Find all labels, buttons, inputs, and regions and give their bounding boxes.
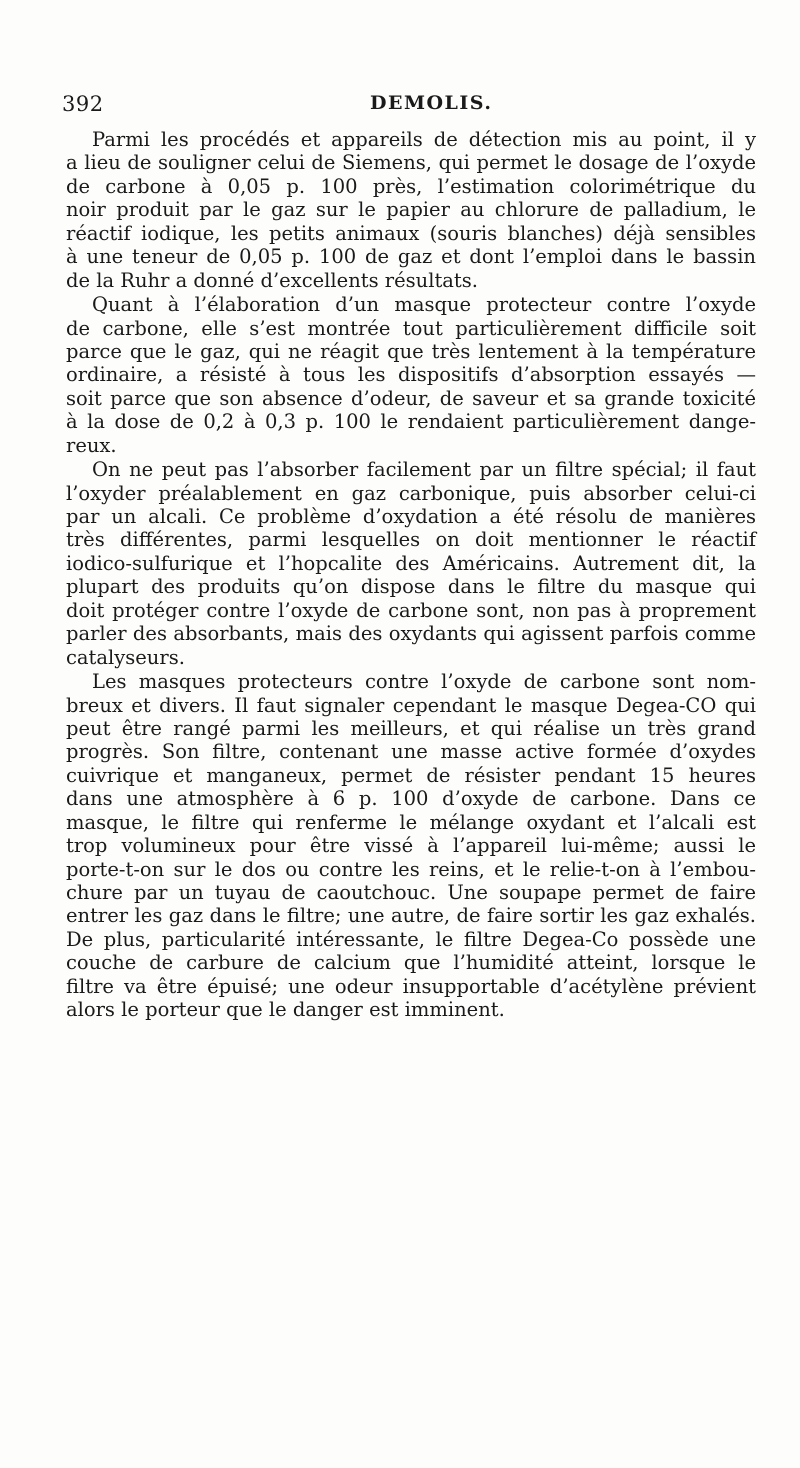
text-line: masque, le filtre qui renferme le mélange oxydant et l’alcali est <box>66 810 756 834</box>
text-line: Parmi les procédés et appareils de détection mis au point, il y <box>92 128 756 151</box>
text-line: On ne peut pas l’absorber facilement par un filtre spécial; il faut <box>92 458 756 482</box>
text-line: parce que le gaz, qui ne réagit que très lentement à la température <box>66 339 756 363</box>
text-line: alors le porteur que le danger est imminent. <box>66 998 505 1022</box>
text-line: parler des absorbants, mais des oxydants qui agissent parfois comme <box>66 622 756 646</box>
text-line: peut être rangé parmi les meilleurs, et qui réalise un très grand <box>66 716 756 740</box>
text-line: trop volumineux pour être vissé à l’appareil lui-même; aussi le <box>66 834 756 858</box>
text-line: de la Ruhr a donné d’excellents résultats. <box>66 268 478 292</box>
text-line: réactif iodique, les petits animaux (souris blanches) déjà sensibles <box>66 221 756 245</box>
page-number: 392 <box>62 92 104 116</box>
text-line: l’oxyder préalablement en gaz carbonique, puis absorber celui-ci <box>66 481 756 505</box>
text-line: plupart des produits qu’on dispose dans le filtre du masque qui <box>66 575 756 599</box>
text-line: dans une atmosphère à 6 p. 100 d’oxyde de carbone. Dans ce <box>66 787 756 811</box>
paragraph-degea-mask <box>66 670 756 1022</box>
paragraph-detection-methods <box>66 128 756 292</box>
body-text <box>66 128 756 1023</box>
text-line: soit parce que son absence d’odeur, de saveur et sa grande toxicité <box>66 386 756 410</box>
paragraph-oxidation <box>66 458 756 669</box>
text-line: entrer les gaz dans le filtre; une autre, de faire sortir les gaz exhalés. <box>66 904 756 928</box>
text-line: cuivrique et manganeux, permet de résister pendant 15 heures <box>66 763 756 787</box>
text-line: ordinaire, a résisté à tous les dispositifs d’absorption essayés — <box>66 363 756 387</box>
text-line: progrès. Son filtre, contenant une masse active formée d’oxydes <box>66 740 756 764</box>
text-line: iodico-sulfurique et l’hopcalite des Américains. Autrement dit, la <box>66 551 756 575</box>
text-line: très différentes, parmi lesquelles on doit mentionner le réactif <box>66 528 756 552</box>
paragraph-protective-mask <box>66 293 756 457</box>
text-line: catalyseurs. <box>66 645 185 669</box>
text-line: noir produit par le gaz sur le papier au chlorure de palladium, le <box>66 198 756 222</box>
text-line: Quant à l’élaboration d’un masque protecteur contre l’oxyde <box>92 293 756 317</box>
text-line: chure par un tuyau de caoutchouc. Une soupape permet de faire <box>66 881 756 904</box>
text-line: à une teneur de 0,05 p. 100 de gaz et dont l’emploi dans le bassin <box>66 245 756 269</box>
text-line: par un alcali. Ce problème d’oxydation a été résolu de manières <box>66 505 756 528</box>
text-line: Les masques protecteurs contre l’oxyde de carbone sont nom- <box>92 670 756 694</box>
running-head <box>62 92 752 122</box>
text-line: doit protéger contre l’oxyde de carbone sont, non pas à proprement <box>66 598 756 622</box>
text-line: breux et divers. Il faut signaler cependant le masque Degea-CO qui <box>66 693 756 717</box>
text-line: couche de carbure de calcium que l’humidité atteint, lorsque le <box>66 951 756 975</box>
running-title: DEMOLIS. <box>370 92 493 114</box>
text-line: de carbone, elle s’est montrée tout particulièrement difficile soit <box>66 316 756 340</box>
text-line: reux. <box>66 433 117 457</box>
text-line: porte-t-on sur le dos ou contre les reins, et le relie-t-on à l’embou- <box>66 857 756 881</box>
text-line: à la dose de 0,2 à 0,3 p. 100 le rendaient particulièrement dange- <box>66 410 756 434</box>
text-line: de carbone à 0,05 p. 100 près, l’estimation colorimétrique du <box>66 174 756 198</box>
text-line: a lieu de souligner celui de Siemens, qui permet le dosage de l’oxyde <box>66 151 756 175</box>
text-line: filtre va être épuisé; une odeur insupportable d’acétylène prévient <box>66 974 756 998</box>
text-line: De plus, particularité intéressante, le filtre Degea-Co possède une <box>66 927 756 951</box>
